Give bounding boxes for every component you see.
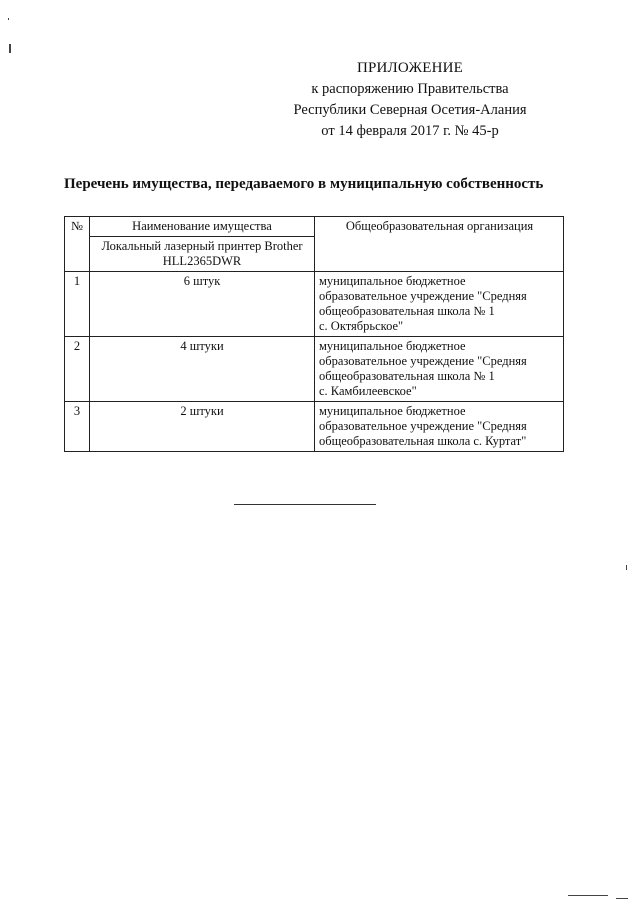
org-line: муниципальное бюджетное [319,404,466,418]
property-table [64,216,564,452]
separator-line [234,504,376,505]
appendix-heading: ПРИЛОЖЕНИЕ [356,60,464,76]
row-organization [315,402,564,452]
row-number: 3 [65,402,90,452]
org-line: общеобразовательная школа № 1 [319,369,495,383]
org-line: с. Камбилеевское" [319,384,417,398]
row-number: 1 [65,272,90,337]
row-quantity: 6 штук [90,272,315,337]
document-title: Перечень имущества, передаваемого в муниципальную собственность [64,176,544,192]
org-line: общеобразовательная школа № 1 [319,304,495,318]
header-number: № [65,217,90,272]
row-organization [315,337,564,402]
org-line: муниципальное бюджетное [319,339,466,353]
appendix-line-2: Республики Северная Осетия-Алания [293,102,527,118]
scan-mark [8,18,9,20]
org-line: образовательное учреждение "Средняя [319,354,527,368]
row-quantity: 4 штуки [90,337,315,402]
org-line: общеобразовательная школа с. Куртат" [319,434,527,448]
scan-mark [9,44,11,53]
appendix-line-3: от 14 февраля 2017 г. № 45-р [321,123,499,139]
row-organization [315,272,564,337]
org-line: муниципальное бюджетное [319,274,466,288]
appendix-line-1: к распоряжению Правительства [311,81,509,97]
row-quantity: 2 штуки [90,402,315,452]
org-line: образовательное учреждение "Средняя [319,419,527,433]
header-organization: Общеобразовательная организация [315,217,564,272]
scan-mark [568,895,608,896]
scan-mark [626,565,627,570]
org-line: образовательное учреждение "Средняя [319,289,527,303]
header-item-name: Локальный лазерный принтер Brother HLL2365DWR [90,237,315,272]
table-header-row [65,217,564,237]
table-row [65,272,564,337]
row-number: 2 [65,337,90,402]
table-row [65,402,564,452]
table-row [65,337,564,402]
header-name: Наименование имущества [90,217,315,237]
org-line: с. Октябрьское" [319,319,404,333]
appendix-block [270,58,550,142]
scan-mark [616,898,628,899]
